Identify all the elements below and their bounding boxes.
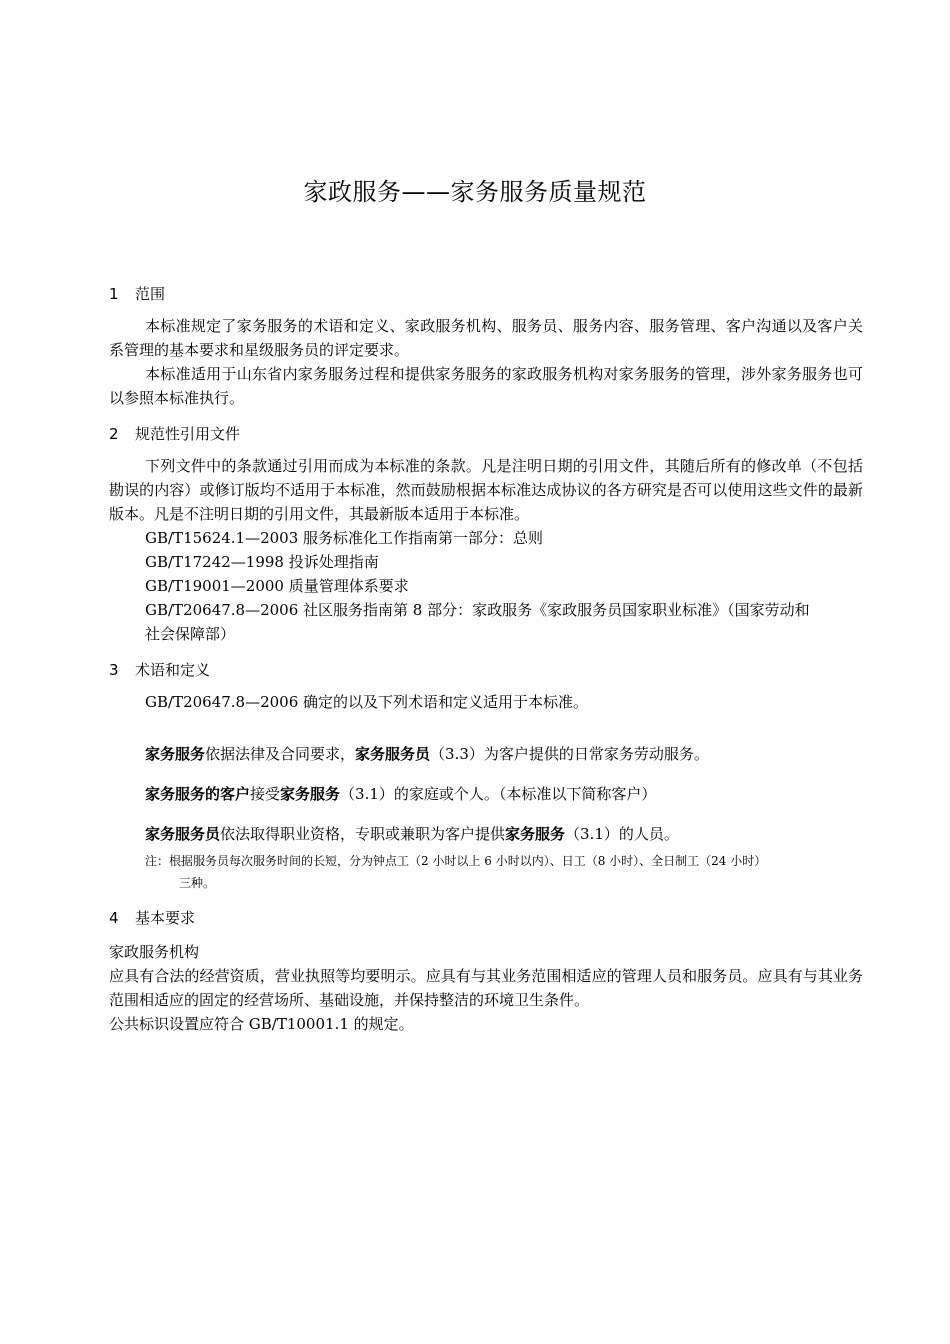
section-title: 范围 — [135, 285, 166, 303]
paragraph: 下列文件中的条款通过引用而成为本标准的条款。凡是注明日期的引用文件，其随后所有的修改单（不包括勘误的内容）或修订版均不适用于本标准，然而鼓励根据本标准达成协议的各方研究是否可以使用这些文件的最新版本。凡是不注明日期的引用文件，其最新版本适用于本标准。 — [109, 457, 863, 523]
terms-intro: GB/T20647.8—2006 确定的以及下列术语和定义适用于本标准。 — [145, 693, 589, 711]
paragraph: 公共标识设置应符合 GB/T10001.1 的规定。 — [109, 1015, 414, 1033]
term-reference: 家务服务员 — [355, 745, 431, 763]
section-title: 基本要求 — [135, 909, 196, 927]
section-number: 4 — [109, 909, 119, 927]
term-text: （3.3）为客户提供的日常家务劳动服务。 — [430, 745, 709, 763]
term-name: 家务服务员 — [145, 825, 221, 843]
term-text: （3.1）的人员。 — [565, 825, 679, 843]
section-number: 1 — [109, 285, 119, 303]
document-body — [109, 270, 863, 1036]
term-text: 接受 — [250, 785, 281, 803]
reference-item: GB/T19001—2000 质量管理体系要求 — [145, 577, 409, 595]
reference-item: GB/T17242—1998 投诉处理指南 — [145, 553, 379, 571]
section-heading-normative-references — [109, 422, 863, 446]
paragraph: 本标准规定了家务服务的术语和定义、家政服务机构、服务员、服务内容、服务管理、客户沟通以及客户关系管理的基本要求和星级服务员的评定要求。 — [109, 317, 863, 359]
section-heading-terms — [109, 658, 863, 682]
term-reference: 家务服务 — [280, 785, 341, 803]
term-text: 依据法律及合同要求， — [205, 745, 356, 763]
note-continued: 三种。 — [179, 876, 216, 890]
term-name: 家务服务的客户 — [145, 785, 251, 803]
term-text: （3.1）的家庭或个人。（本标准以下简称客户） — [340, 785, 657, 803]
term-definition — [109, 742, 863, 766]
paragraph: 应具有合法的经营资质，营业执照等均要明示。应具有与其业务范围相适应的管理人员和服务员。应具有与其业务范围相适应的固定的经营场所、基础设施，并保持整洁的环境卫生条件。 — [109, 967, 863, 1009]
term-definition — [109, 822, 863, 846]
reference-item: GB/T20647.8—2006 社区服务指南第 8 部分：家政服务《家政服务员国家职业标准》（国家劳动和 — [145, 601, 810, 619]
section-number: 3 — [109, 661, 119, 679]
reference-item: GB/T15624.1—2003 服务标准化工作指南第一部分：总则 — [145, 529, 544, 547]
term-name: 家务服务 — [145, 745, 206, 763]
term-reference: 家务服务 — [505, 825, 566, 843]
term-text: 依法取得职业资格，专职或兼职为客户提供 — [220, 825, 506, 843]
section-number: 2 — [109, 425, 119, 443]
paragraph: 本标准适用于山东省内家务服务过程和提供家务服务的家政服务机构对家务服务的管理，涉外家务服务也可以参照本标准执行。 — [109, 365, 863, 407]
term-definition — [109, 782, 863, 806]
document-title: 家政服务——家务服务质量规范 — [303, 178, 647, 206]
reference-item-continued: 社会保障部） — [145, 625, 236, 643]
section-title: 规范性引用文件 — [135, 425, 241, 443]
section-title: 术语和定义 — [135, 661, 211, 679]
section-heading-scope — [109, 282, 863, 306]
subsection-heading: 家政服务机构 — [109, 943, 200, 961]
note: 注：根据服务员每次服务时间的长短，分为钟点工（2 小时以上 6 小时以内）、日工（8 小时）、全日制工（24 小时） — [145, 854, 767, 868]
section-heading-basic-requirements — [109, 906, 863, 930]
